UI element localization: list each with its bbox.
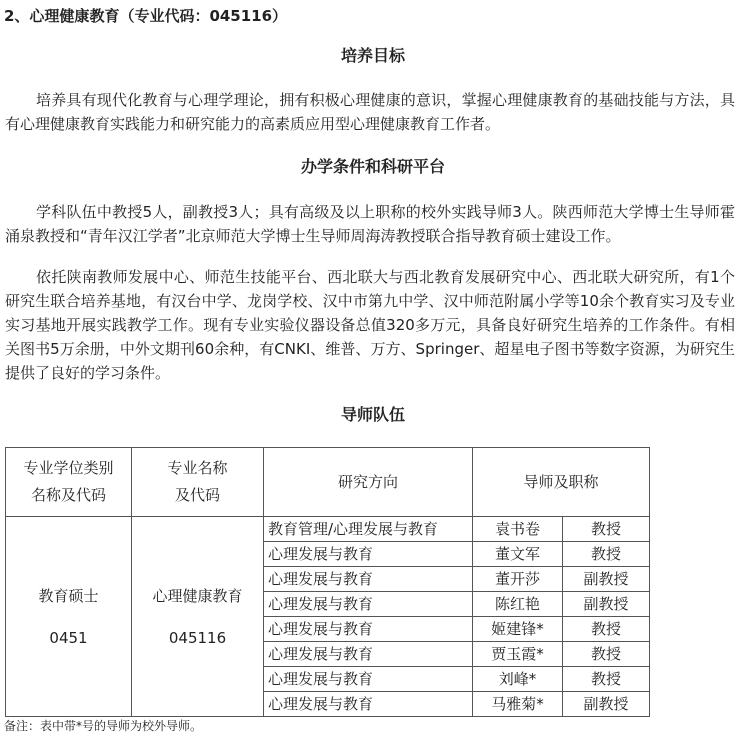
table-row	[6, 517, 650, 542]
mentor-name-cell: 姬建锋*	[473, 617, 563, 642]
direction-cell: 心理发展与教育	[264, 567, 473, 592]
mentors-heading: 导师队伍	[340, 405, 405, 424]
table-header-row	[6, 448, 650, 517]
mentor-table	[5, 447, 650, 717]
objective-heading: 培养目标	[340, 46, 405, 65]
major-header-cell	[132, 448, 264, 517]
major-cell	[132, 517, 264, 717]
degree-header-cell	[6, 448, 132, 517]
mentor-title-cell: 副教授	[563, 592, 650, 617]
section-title: 2、心理健康教育（专业代码：045116）	[4, 7, 288, 25]
direction-cell: 心理发展与教育	[264, 692, 473, 717]
degree-cell	[6, 517, 132, 717]
mentor-title-cell: 教授	[563, 642, 650, 667]
mentor-title-cell: 教授	[563, 542, 650, 567]
mentor-title-cell: 副教授	[563, 567, 650, 592]
direction-cell: 心理发展与教育	[264, 642, 473, 667]
mentor-title-cell: 教授	[563, 667, 650, 692]
mentor-name-cell: 董文军	[473, 542, 563, 567]
direction-cell: 心理发展与教育	[264, 617, 473, 642]
degree-header-line-1: 专业学位类别	[23, 459, 114, 477]
objective-paragraph: 培养具有现代化教育与心理学理论，拥有积极心理健康的意识，掌握心理健康教育的基础技能与方法，具有心理健康教育实践能力和研究能力的高素质应用型心理健康教育工作者。	[5, 91, 735, 133]
direction-cell: 教育管理/心理发展与教育	[264, 517, 473, 542]
major-header-line-1: 专业名称	[167, 459, 228, 477]
mentor-name-cell: 董开莎	[473, 567, 563, 592]
mentor-title-cell: 副教授	[563, 692, 650, 717]
mentor-name-cell: 刘峰*	[473, 667, 563, 692]
mentor-name-cell: 马雅菊*	[473, 692, 563, 717]
mentor-name-cell: 贾玉霞*	[473, 642, 563, 667]
mentor-title-cell: 教授	[563, 617, 650, 642]
conditions-paragraph-2: 依托陕南教师发展中心、师范生技能平台、西北联大与西北教育发展研究中心、西北联大研究所，有1个研究生联合培养基地，有汉台中学、龙岗学校、汉中市第九中学、汉中师范附属小学等10余个教育实习及专业实习基地开展实践教学工作。现有专业实验仪器设备总值320多万元，具备良好研究生培养的工作条件。有相关图书5万余册，中外文期刊60余种，有CNKI、维普、万方、Springer、超星电子图书等数字资源，为研究生提供了良好的学习条件。	[5, 268, 735, 382]
mentor-name-cell: 袁书卷	[473, 517, 563, 542]
major-name: 心理健康教育	[152, 586, 243, 605]
direction-cell: 心理发展与教育	[264, 592, 473, 617]
major-code: 045116	[168, 628, 227, 647]
direction-cell: 心理发展与教育	[264, 542, 473, 567]
direction-header-cell: 研究方向	[264, 448, 473, 517]
degree-code: 0451	[49, 628, 88, 647]
mentor-title-cell: 教授	[563, 517, 650, 542]
degree-header-line-2: 名称及代码	[30, 486, 106, 504]
direction-cell: 心理发展与教育	[264, 667, 473, 692]
conditions-paragraph-1: 学科队伍中教授5人，副教授3人；具有高级及以上职称的校外实践导师3人。陕西师范大学博士生导师霍涌泉教授和“青年汉江学者”北京师范大学博士生导师周海涛教授联合指导教育硕士建设工作。	[5, 203, 735, 245]
degree-name: 教育硕士	[38, 586, 99, 605]
mentor-header-cell: 导师及职称	[473, 448, 650, 517]
table-footnote: 备注：表中带*号的导师为校外导师。	[4, 719, 203, 733]
mentor-name-cell: 陈红艳	[473, 592, 563, 617]
conditions-heading: 办学条件和科研平台	[300, 157, 445, 176]
major-header-line-2: 及代码	[174, 486, 220, 504]
